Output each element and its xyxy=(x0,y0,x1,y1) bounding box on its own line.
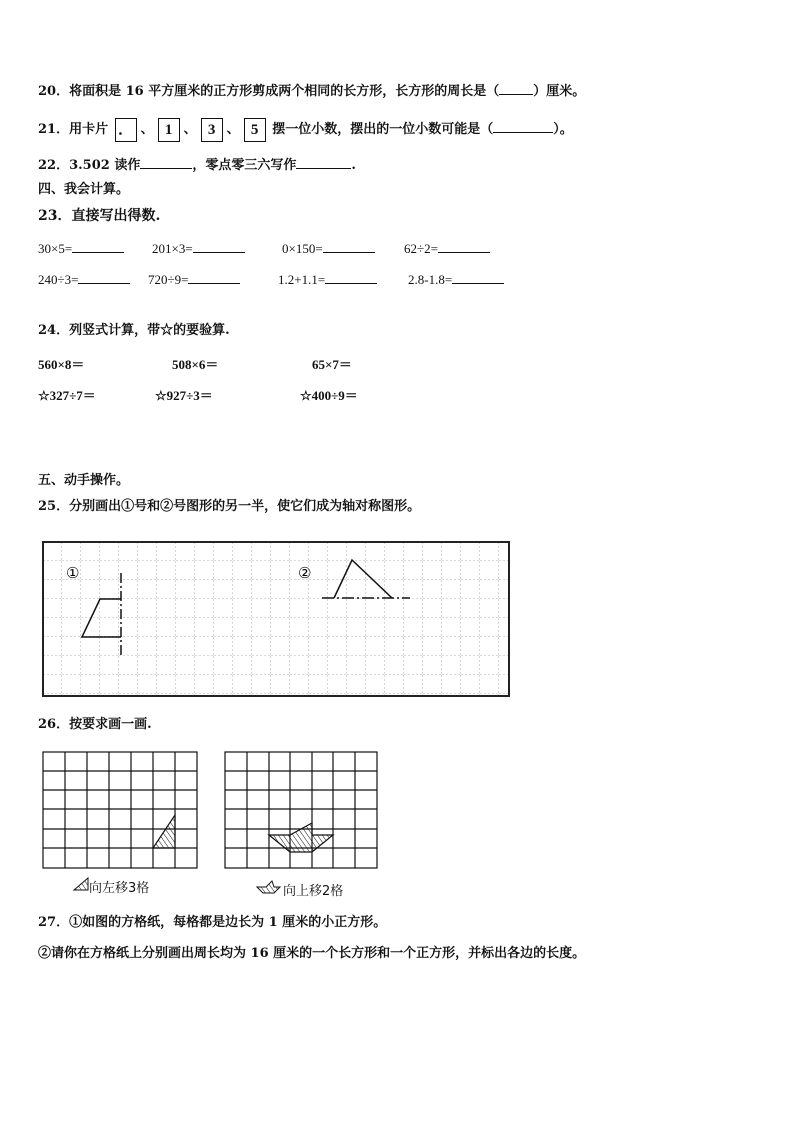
caption-left: 向左移3格 xyxy=(89,881,150,896)
calc-expr: 30×5= xyxy=(38,241,73,256)
q21-pre: 21．用卡片 xyxy=(38,122,109,137)
figure-2-label: ② xyxy=(298,564,312,582)
answer-blank[interactable] xyxy=(452,271,504,284)
calc-item xyxy=(282,240,375,257)
answer-blank[interactable] xyxy=(325,271,377,284)
calc-expr: 201×3= xyxy=(152,241,193,256)
calc-item xyxy=(408,271,504,288)
translate-grid-left[interactable] xyxy=(42,751,200,871)
figure-1-label: ① xyxy=(66,564,80,582)
calc-expr: 240÷3= xyxy=(38,272,79,287)
q22-b: ，零点零三六写作 xyxy=(192,158,297,173)
calc-expr: 720÷9= xyxy=(148,272,189,287)
separator: 、 xyxy=(140,122,154,137)
q20-answer-blank[interactable] xyxy=(499,82,533,95)
calc-item xyxy=(152,240,245,257)
q22-c: . xyxy=(351,158,356,173)
section-5-heading: 五、动手操作。 xyxy=(38,473,130,488)
q20-end: ）厘米。 xyxy=(533,84,586,99)
symmetry-grid-figure[interactable] xyxy=(42,541,512,699)
vertical-calc-item: ☆327÷7＝ xyxy=(38,388,96,403)
vertical-calc-item: ☆400÷9＝ xyxy=(300,388,358,403)
card-5: 5 xyxy=(244,118,266,142)
calc-item xyxy=(278,271,377,288)
triangle-glyph-icon xyxy=(72,877,90,891)
vertical-calc-item: ☆927÷3＝ xyxy=(155,388,213,403)
calc-item xyxy=(38,271,130,288)
question-26-title: 26．按要求画一画. xyxy=(38,717,152,732)
separator: 、 xyxy=(183,122,197,137)
calc-expr: 2.8-1.8= xyxy=(408,272,453,287)
translate-grid-right[interactable] xyxy=(224,751,380,871)
answer-blank[interactable] xyxy=(323,240,375,253)
q21-answer-blank[interactable] xyxy=(493,120,553,133)
vertical-calc-item: 560×8＝ xyxy=(38,357,85,372)
calc-expr: 62÷2= xyxy=(404,241,438,256)
answer-blank[interactable] xyxy=(188,271,240,284)
answer-blank[interactable] xyxy=(78,271,130,284)
vertical-calc-item: 65×7＝ xyxy=(312,357,352,372)
q21-end: ）。 xyxy=(553,122,573,137)
q22-blank-2[interactable] xyxy=(296,156,351,169)
q22-blank-1[interactable] xyxy=(140,156,192,169)
calc-item xyxy=(404,240,490,257)
q20-text: 20．将面积是 16 平方厘米的正方形剪成两个相同的长方形，长方形的周长是（ xyxy=(38,84,500,99)
answer-blank[interactable] xyxy=(193,240,245,253)
q21-post: 摆一位小数，摆出的一位小数可能是（ xyxy=(272,122,494,137)
boat-glyph-icon xyxy=(256,880,282,894)
calc-expr: 0×150= xyxy=(282,241,323,256)
question-23-title: 23．直接写出得数. xyxy=(38,208,161,224)
question-24-title: 24．列竖式计算，带☆的要验算. xyxy=(38,323,230,338)
card-dot: ． xyxy=(115,118,137,142)
card-1: 1 xyxy=(158,118,180,142)
answer-blank[interactable] xyxy=(438,240,490,253)
question-22 xyxy=(38,156,356,175)
question-27-line-2: ②请你在方格纸上分别画出周长均为 16 厘米的一个长方形和一个正方形，并标出各边的长度。 xyxy=(38,946,586,961)
question-21 xyxy=(38,116,573,144)
section-4-heading: 四、我会计算。 xyxy=(38,182,130,197)
answer-blank[interactable] xyxy=(72,240,124,253)
separator: 、 xyxy=(226,122,240,137)
question-25-title: 25．分别画出①号和②号图形的另一半，使它们成为轴对称图形。 xyxy=(38,499,421,514)
caption-right: 向上移2格 xyxy=(283,884,344,899)
q22-a: 22．3.502 读作 xyxy=(38,158,141,173)
calc-expr: 1.2+1.1= xyxy=(278,272,326,287)
hatched-triangle xyxy=(153,815,175,848)
card-3: 3 xyxy=(201,118,223,142)
vertical-calc-item: 508×6＝ xyxy=(172,357,219,372)
question-20 xyxy=(38,82,585,101)
calc-item xyxy=(38,240,124,257)
question-27-line-1: 27．①如图的方格纸，每格都是边长为 1 厘米的小正方形。 xyxy=(38,915,387,930)
calc-item xyxy=(148,271,240,288)
